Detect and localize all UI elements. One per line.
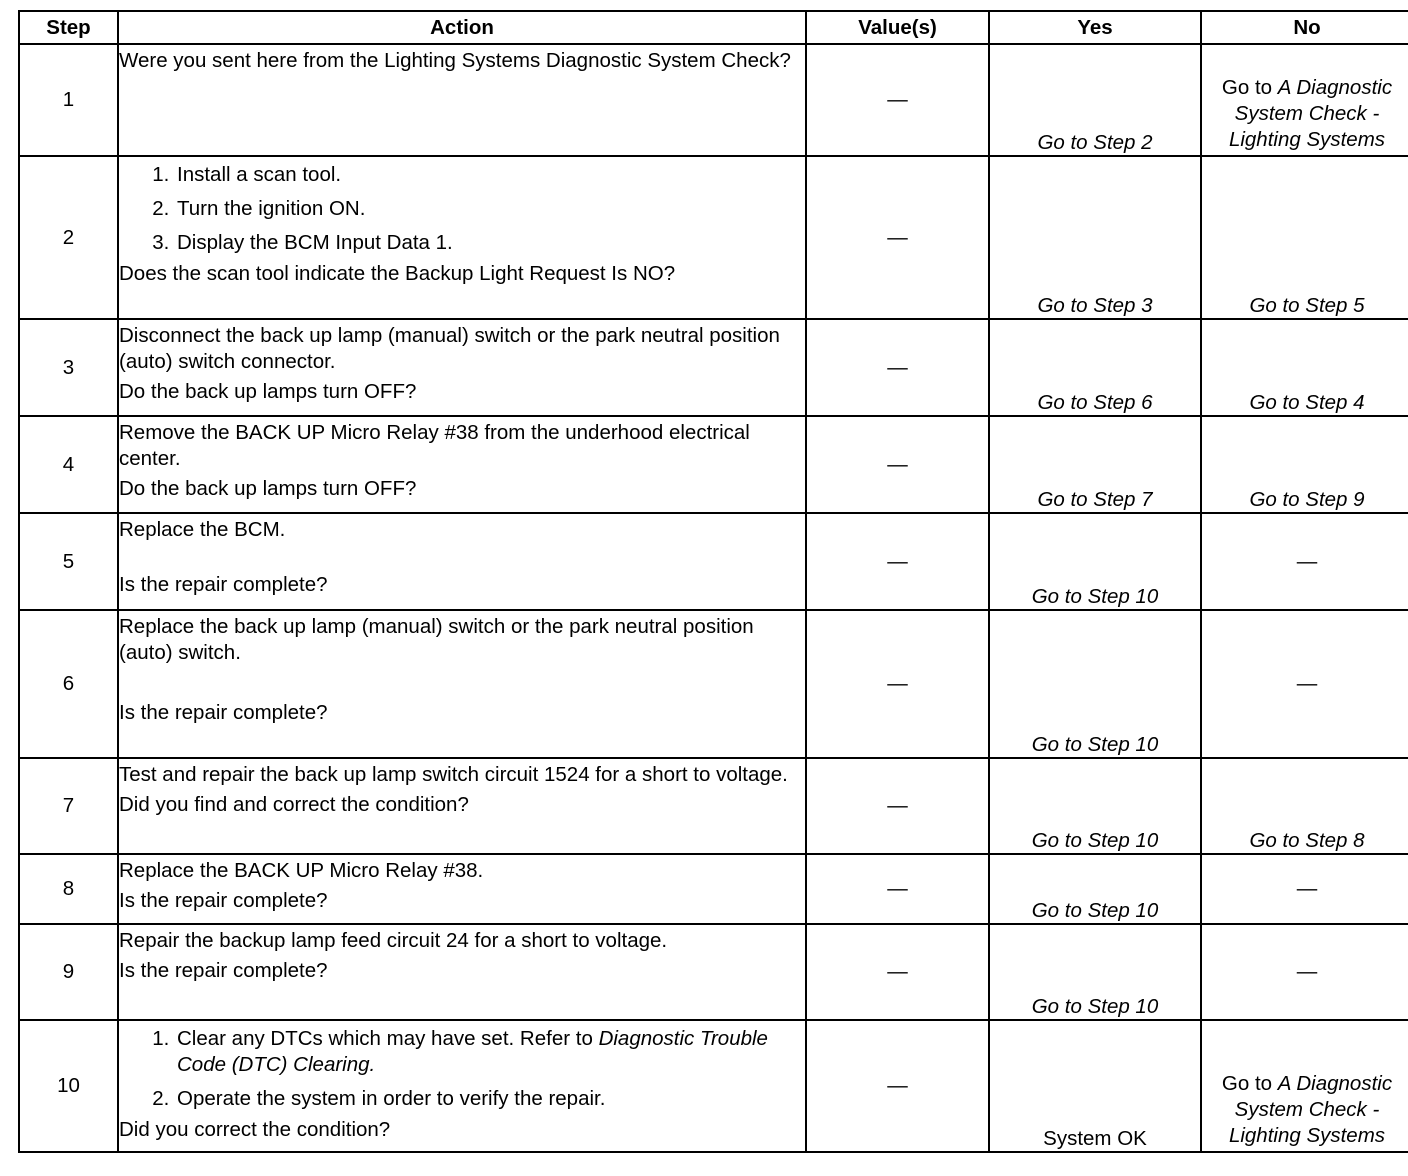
action-question: Does the scan tool indicate the Backup Light Request Is NO?: [119, 262, 676, 285]
action-cell: [118, 758, 806, 854]
value-cell: —: [806, 44, 989, 156]
yes-cell: Go to Step 10: [989, 610, 1201, 758]
action-question: Do the back up lamps turn OFF?: [119, 380, 417, 403]
table-row: [19, 854, 1408, 924]
yes-cell: Go to Step 2: [989, 44, 1201, 156]
value-cell: —: [806, 513, 989, 610]
table-row: [19, 156, 1408, 319]
no-cell: —: [1201, 513, 1408, 610]
no-prefix: Go to: [1221, 76, 1278, 99]
step-number: 7: [19, 758, 118, 854]
step-number: 6: [19, 610, 118, 758]
action-text: Replace the BCM.: [119, 518, 286, 541]
table-row: [19, 416, 1408, 513]
no-cell: —: [1201, 854, 1408, 924]
header-row: [19, 11, 1408, 44]
table-row: [19, 319, 1408, 416]
value-cell: —: [806, 416, 989, 513]
no-cell: Go to Step 9: [1201, 416, 1408, 513]
action-cell: [118, 610, 806, 758]
yes-cell: Go to Step 10: [989, 924, 1201, 1020]
header-value: Value(s): [806, 11, 989, 44]
value-cell: —: [806, 854, 989, 924]
no-link: A Diagnostic System Check - Lighting Systems: [1228, 1072, 1393, 1147]
step-number: 3: [19, 319, 118, 416]
action-cell: [118, 1020, 806, 1152]
action-cell: [118, 156, 806, 319]
action-text: Disconnect the back up lamp (manual) switch or the park neutral position (auto) switch connector.: [119, 324, 780, 373]
yes-cell: System OK: [989, 1020, 1201, 1152]
value-cell: —: [806, 1020, 989, 1152]
action-cell: [118, 44, 806, 156]
value-cell: —: [806, 758, 989, 854]
action-steps: [119, 1026, 805, 1112]
value-cell: —: [806, 156, 989, 319]
table-row: [19, 513, 1408, 610]
step-number: 1: [19, 44, 118, 156]
table-row: [19, 1020, 1408, 1152]
action-step: 2. Operate the system in order to verify the repair.: [175, 1086, 805, 1112]
no-cell: Go to Step 5: [1201, 156, 1408, 319]
diagnostic-table: [18, 10, 1408, 1153]
action-question: Did you correct the condition?: [119, 1118, 391, 1141]
action-steps: [119, 162, 805, 256]
action-text: Test and repair the back up lamp switch circuit 1524 for a short to voltage.: [119, 763, 788, 786]
yes-cell: Go to Step 10: [989, 854, 1201, 924]
action-text: Repair the backup lamp feed circuit 24 for a short to voltage.: [119, 929, 668, 952]
no-link: A Diagnostic System Check - Lighting Systems: [1228, 76, 1393, 151]
no-cell: [1201, 1020, 1408, 1152]
header-action: Action: [118, 11, 806, 44]
step-number: 8: [19, 854, 118, 924]
action-step: 3. Display the BCM Input Data 1.: [175, 230, 805, 256]
action-question: Is the repair complete?: [119, 959, 328, 982]
table-row: [19, 758, 1408, 854]
action-cell: [118, 319, 806, 416]
action-question: Did you find and correct the condition?: [119, 793, 469, 816]
table-row: [19, 924, 1408, 1020]
yes-cell: Go to Step 7: [989, 416, 1201, 513]
no-cell: [1201, 44, 1408, 156]
action-step: 1. Install a scan tool.: [175, 162, 805, 188]
yes-cell: Go to Step 6: [989, 319, 1201, 416]
action-question: Is the repair complete?: [119, 573, 328, 596]
header-yes: Yes: [989, 11, 1201, 44]
step-number: 5: [19, 513, 118, 610]
table-row: [19, 44, 1408, 156]
no-cell: —: [1201, 924, 1408, 1020]
action-step-text: Clear any DTCs which may have set. Refer to: [177, 1027, 593, 1050]
yes-cell: Go to Step 3: [989, 156, 1201, 319]
action-cell: [118, 854, 806, 924]
no-cell: Go to Step 8: [1201, 758, 1408, 854]
step-number: 10: [19, 1020, 118, 1152]
header-step: Step: [19, 11, 118, 44]
value-cell: —: [806, 924, 989, 1020]
value-cell: —: [806, 319, 989, 416]
step-number: 2: [19, 156, 118, 319]
action-step: 2. Turn the ignition ON.: [175, 196, 805, 222]
action-cell: [118, 416, 806, 513]
header-no: No: [1201, 11, 1408, 44]
action-cell: [118, 513, 806, 610]
action-step: [175, 1026, 805, 1078]
step-number: 4: [19, 416, 118, 513]
no-prefix: Go to: [1221, 1072, 1278, 1095]
action-text: Replace the back up lamp (manual) switch or the park neutral position (auto) switch.: [119, 615, 754, 664]
action-cell: [118, 924, 806, 1020]
yes-cell: Go to Step 10: [989, 758, 1201, 854]
action-question: Is the repair complete?: [119, 889, 328, 912]
step-number: 9: [19, 924, 118, 1020]
no-cell: Go to Step 4: [1201, 319, 1408, 416]
action-text: Replace the BACK UP Micro Relay #38.: [119, 859, 484, 882]
action-question: Is the repair complete?: [119, 701, 328, 724]
table-row: [19, 610, 1408, 758]
action-text: Were you sent here from the Lighting Systems Diagnostic System Check?: [119, 49, 791, 72]
no-cell: —: [1201, 610, 1408, 758]
dtc-clearing-link: Diagnostic Trouble Code (DTC) Clearing.: [177, 1027, 768, 1076]
action-text: Remove the BACK UP Micro Relay #38 from the underhood electrical center.: [119, 421, 750, 470]
yes-cell: Go to Step 10: [989, 513, 1201, 610]
action-question: Do the back up lamps turn OFF?: [119, 477, 417, 500]
value-cell: —: [806, 610, 989, 758]
